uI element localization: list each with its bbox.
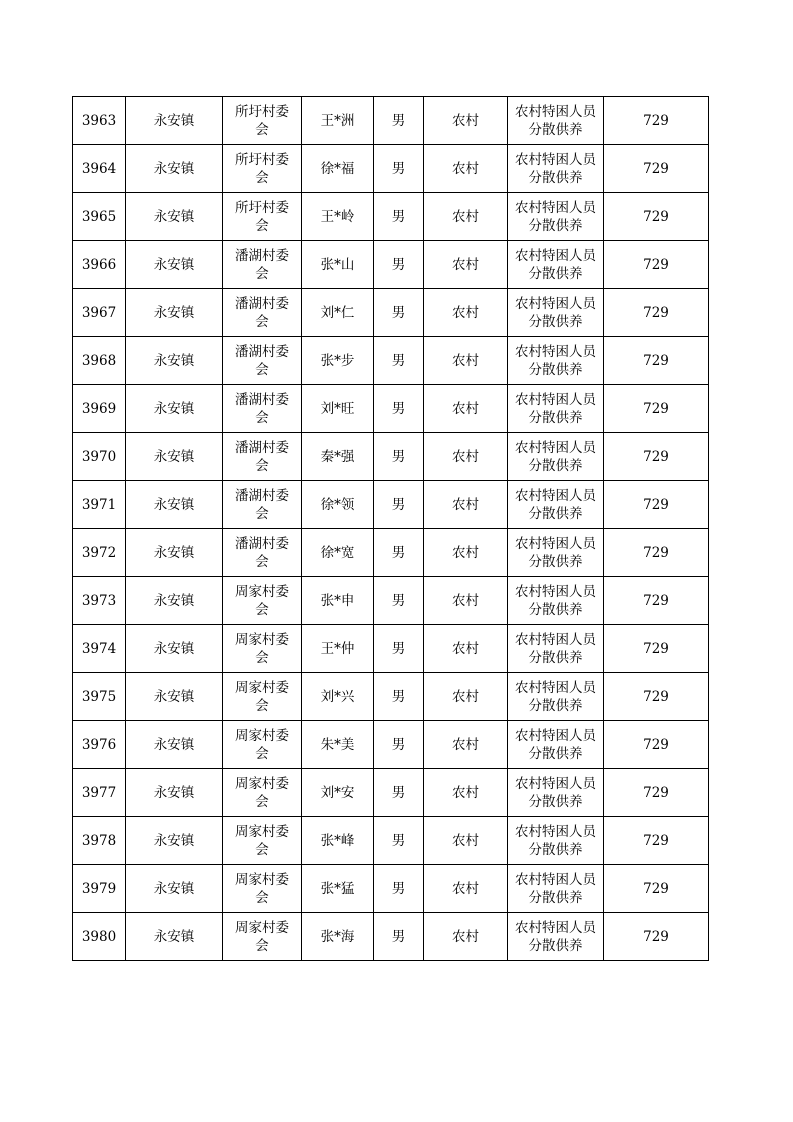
cell-town: 永安镇 [126, 241, 223, 289]
cell-support-category [508, 289, 604, 337]
table-row [73, 865, 709, 913]
cell-village-committee [223, 193, 302, 241]
cell-town: 永安镇 [126, 673, 223, 721]
table-row [73, 577, 709, 625]
cell-village-committee [223, 769, 302, 817]
cell-name: 刘*安 [302, 769, 374, 817]
cell-amount: 729 [604, 481, 709, 529]
category-text: 农村特困人员分散供养 [515, 391, 596, 426]
cell-area-type: 农村 [424, 913, 508, 961]
cell-name: 张*申 [302, 577, 374, 625]
village-text: 潘湖村委会 [235, 535, 289, 570]
cell-gender: 男 [374, 577, 424, 625]
cell-amount: 729 [604, 721, 709, 769]
cell-support-category [508, 625, 604, 673]
cell-amount: 729 [604, 433, 709, 481]
cell-serial-number: 3964 [73, 145, 126, 193]
cell-support-category [508, 577, 604, 625]
cell-gender: 男 [374, 385, 424, 433]
cell-village-committee [223, 289, 302, 337]
category-text: 农村特困人员分散供养 [515, 439, 596, 474]
cell-area-type: 农村 [424, 673, 508, 721]
cell-name: 秦*强 [302, 433, 374, 481]
cell-serial-number: 3978 [73, 817, 126, 865]
cell-serial-number: 3967 [73, 289, 126, 337]
cell-amount: 729 [604, 577, 709, 625]
cell-gender: 男 [374, 721, 424, 769]
cell-name: 张*步 [302, 337, 374, 385]
category-text: 农村特困人员分散供养 [515, 343, 596, 378]
category-text: 农村特困人员分散供养 [515, 583, 596, 618]
cell-name: 王*洲 [302, 97, 374, 145]
cell-name: 刘*旺 [302, 385, 374, 433]
cell-amount: 729 [604, 913, 709, 961]
cell-amount: 729 [604, 529, 709, 577]
category-text: 农村特困人员分散供养 [515, 727, 596, 762]
table-row [73, 481, 709, 529]
cell-town: 永安镇 [126, 97, 223, 145]
village-text: 所圩村委会 [235, 151, 289, 186]
category-text: 农村特困人员分散供养 [515, 631, 596, 666]
cell-support-category [508, 481, 604, 529]
cell-support-category [508, 721, 604, 769]
cell-amount: 729 [604, 97, 709, 145]
cell-gender: 男 [374, 625, 424, 673]
category-text: 农村特困人员分散供养 [515, 295, 596, 330]
cell-support-category [508, 193, 604, 241]
cell-gender: 男 [374, 529, 424, 577]
category-text: 农村特困人员分散供养 [515, 775, 596, 810]
cell-village-committee [223, 241, 302, 289]
village-text: 周家村委会 [235, 919, 289, 954]
cell-name: 徐*领 [302, 481, 374, 529]
cell-name: 王*岭 [302, 193, 374, 241]
table-row [73, 241, 709, 289]
cell-gender: 男 [374, 433, 424, 481]
village-text: 周家村委会 [235, 823, 289, 858]
cell-serial-number: 3974 [73, 625, 126, 673]
cell-amount: 729 [604, 625, 709, 673]
cell-village-committee [223, 433, 302, 481]
cell-town: 永安镇 [126, 625, 223, 673]
cell-town: 永安镇 [126, 865, 223, 913]
cell-support-category [508, 769, 604, 817]
records-body [73, 97, 709, 961]
records-table [72, 96, 709, 961]
cell-support-category [508, 817, 604, 865]
cell-gender: 男 [374, 337, 424, 385]
cell-village-committee [223, 673, 302, 721]
cell-serial-number: 3971 [73, 481, 126, 529]
cell-serial-number: 3979 [73, 865, 126, 913]
table-row [73, 913, 709, 961]
table-row [73, 289, 709, 337]
village-text: 周家村委会 [235, 631, 289, 666]
cell-support-category [508, 529, 604, 577]
category-text: 农村特困人员分散供养 [515, 919, 596, 954]
cell-support-category [508, 385, 604, 433]
cell-amount: 729 [604, 817, 709, 865]
cell-area-type: 农村 [424, 97, 508, 145]
table-row [73, 673, 709, 721]
cell-gender: 男 [374, 481, 424, 529]
cell-town: 永安镇 [126, 529, 223, 577]
cell-town: 永安镇 [126, 433, 223, 481]
category-text: 农村特困人员分散供养 [515, 199, 596, 234]
cell-town: 永安镇 [126, 337, 223, 385]
cell-gender: 男 [374, 769, 424, 817]
table-row [73, 721, 709, 769]
cell-serial-number: 3963 [73, 97, 126, 145]
village-text: 所圩村委会 [235, 199, 289, 234]
cell-area-type: 农村 [424, 769, 508, 817]
cell-serial-number: 3972 [73, 529, 126, 577]
cell-gender: 男 [374, 145, 424, 193]
cell-amount: 729 [604, 865, 709, 913]
cell-amount: 729 [604, 385, 709, 433]
village-text: 周家村委会 [235, 775, 289, 810]
cell-support-category [508, 913, 604, 961]
cell-support-category [508, 241, 604, 289]
cell-town: 永安镇 [126, 769, 223, 817]
cell-serial-number: 3965 [73, 193, 126, 241]
cell-gender: 男 [374, 817, 424, 865]
table-row [73, 193, 709, 241]
cell-support-category [508, 865, 604, 913]
cell-name: 张*海 [302, 913, 374, 961]
village-text: 潘湖村委会 [235, 295, 289, 330]
cell-village-committee [223, 721, 302, 769]
cell-area-type: 农村 [424, 145, 508, 193]
cell-area-type: 农村 [424, 721, 508, 769]
cell-town: 永安镇 [126, 817, 223, 865]
cell-support-category [508, 97, 604, 145]
cell-gender: 男 [374, 97, 424, 145]
village-text: 周家村委会 [235, 871, 289, 906]
cell-town: 永安镇 [126, 577, 223, 625]
cell-gender: 男 [374, 193, 424, 241]
category-text: 农村特困人员分散供养 [515, 535, 596, 570]
category-text: 农村特困人员分散供养 [515, 247, 596, 282]
table-row [73, 97, 709, 145]
table-row [73, 145, 709, 193]
cell-amount: 729 [604, 673, 709, 721]
cell-village-committee [223, 577, 302, 625]
category-text: 农村特困人员分散供养 [515, 679, 596, 714]
cell-name: 刘*仁 [302, 289, 374, 337]
category-text: 农村特困人员分散供养 [515, 823, 596, 858]
cell-name: 张*山 [302, 241, 374, 289]
cell-town: 永安镇 [126, 385, 223, 433]
cell-amount: 729 [604, 241, 709, 289]
cell-gender: 男 [374, 865, 424, 913]
village-text: 周家村委会 [235, 679, 289, 714]
village-text: 潘湖村委会 [235, 247, 289, 282]
cell-name: 张*峰 [302, 817, 374, 865]
cell-area-type: 农村 [424, 241, 508, 289]
cell-gender: 男 [374, 913, 424, 961]
cell-town: 永安镇 [126, 145, 223, 193]
cell-serial-number: 3969 [73, 385, 126, 433]
category-text: 农村特困人员分散供养 [515, 487, 596, 522]
cell-name: 徐*福 [302, 145, 374, 193]
table-row [73, 817, 709, 865]
cell-village-committee [223, 145, 302, 193]
cell-area-type: 农村 [424, 385, 508, 433]
cell-town: 永安镇 [126, 481, 223, 529]
cell-amount: 729 [604, 289, 709, 337]
village-text: 周家村委会 [235, 727, 289, 762]
cell-town: 永安镇 [126, 913, 223, 961]
cell-area-type: 农村 [424, 289, 508, 337]
village-text: 潘湖村委会 [235, 487, 289, 522]
cell-village-committee [223, 337, 302, 385]
cell-area-type: 农村 [424, 481, 508, 529]
cell-area-type: 农村 [424, 625, 508, 673]
village-text: 周家村委会 [235, 583, 289, 618]
cell-village-committee [223, 529, 302, 577]
cell-amount: 729 [604, 145, 709, 193]
cell-town: 永安镇 [126, 289, 223, 337]
cell-amount: 729 [604, 193, 709, 241]
village-text: 所圩村委会 [235, 103, 289, 138]
cell-amount: 729 [604, 337, 709, 385]
table-row [73, 433, 709, 481]
cell-gender: 男 [374, 289, 424, 337]
cell-name: 刘*兴 [302, 673, 374, 721]
cell-village-committee [223, 817, 302, 865]
cell-area-type: 农村 [424, 865, 508, 913]
cell-support-category [508, 337, 604, 385]
cell-area-type: 农村 [424, 337, 508, 385]
category-text: 农村特困人员分散供养 [515, 151, 596, 186]
cell-name: 朱*美 [302, 721, 374, 769]
village-text: 潘湖村委会 [235, 391, 289, 426]
cell-area-type: 农村 [424, 817, 508, 865]
cell-serial-number: 3975 [73, 673, 126, 721]
cell-village-committee [223, 481, 302, 529]
cell-gender: 男 [374, 241, 424, 289]
category-text: 农村特困人员分散供养 [515, 871, 596, 906]
cell-serial-number: 3966 [73, 241, 126, 289]
cell-town: 永安镇 [126, 193, 223, 241]
cell-amount: 729 [604, 769, 709, 817]
table-row [73, 625, 709, 673]
cell-village-committee [223, 913, 302, 961]
cell-village-committee [223, 97, 302, 145]
village-text: 潘湖村委会 [235, 439, 289, 474]
cell-town: 永安镇 [126, 721, 223, 769]
cell-name: 张*猛 [302, 865, 374, 913]
cell-name: 王*仲 [302, 625, 374, 673]
cell-village-committee [223, 865, 302, 913]
cell-serial-number: 3968 [73, 337, 126, 385]
cell-serial-number: 3973 [73, 577, 126, 625]
cell-area-type: 农村 [424, 529, 508, 577]
cell-serial-number: 3980 [73, 913, 126, 961]
village-text: 潘湖村委会 [235, 343, 289, 378]
table-row [73, 769, 709, 817]
cell-serial-number: 3977 [73, 769, 126, 817]
cell-support-category [508, 145, 604, 193]
cell-serial-number: 3976 [73, 721, 126, 769]
cell-gender: 男 [374, 673, 424, 721]
cell-area-type: 农村 [424, 193, 508, 241]
cell-support-category [508, 673, 604, 721]
cell-village-committee [223, 625, 302, 673]
cell-name: 徐*宽 [302, 529, 374, 577]
cell-village-committee [223, 385, 302, 433]
cell-support-category [508, 433, 604, 481]
cell-serial-number: 3970 [73, 433, 126, 481]
category-text: 农村特困人员分散供养 [515, 103, 596, 138]
cell-area-type: 农村 [424, 433, 508, 481]
cell-area-type: 农村 [424, 577, 508, 625]
table-row [73, 337, 709, 385]
table-row [73, 385, 709, 433]
table-row [73, 529, 709, 577]
